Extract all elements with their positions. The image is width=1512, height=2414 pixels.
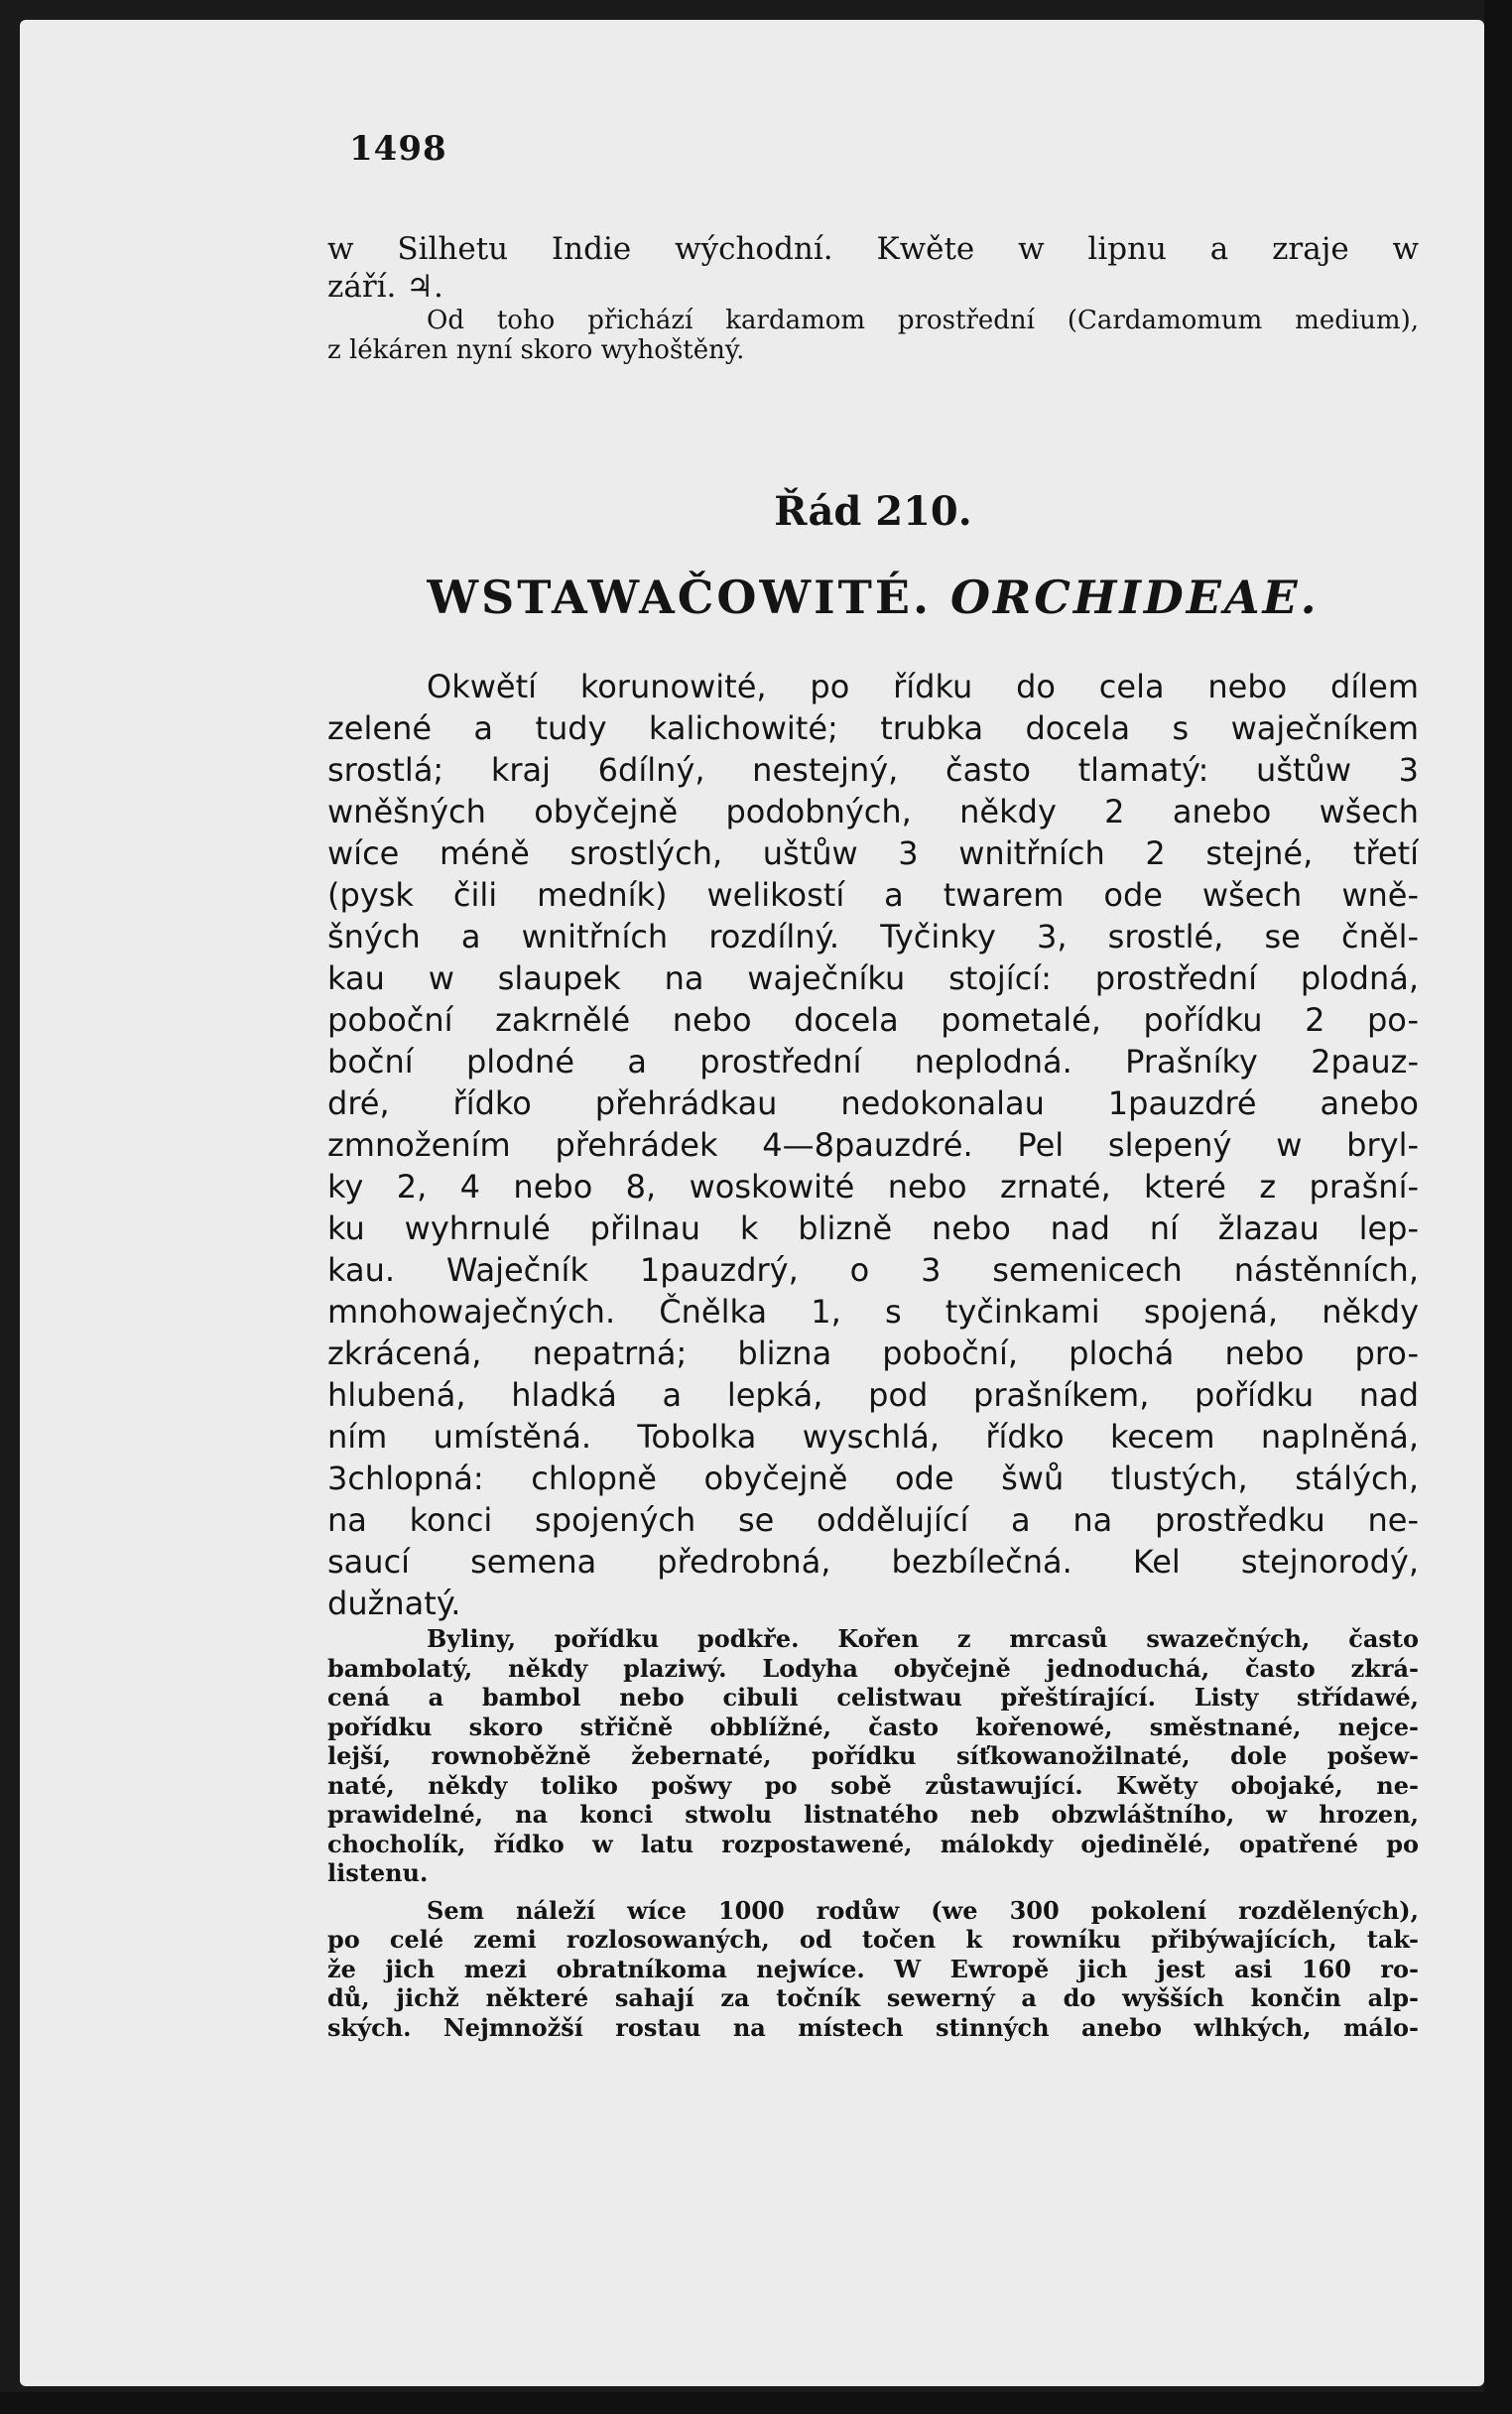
order-heading: Řád 210.: [774, 488, 972, 535]
intro-line: z lékáren nyní skoro wyhoštěný.: [327, 335, 745, 365]
notes-line: Sem náleží wíce 1000 rodůw (we 300 pokolení rozdělených),: [427, 1895, 1419, 1925]
family-name-czech: WSTAWAČOWITÉ.: [427, 571, 932, 624]
notes-line: že jich mezi obratníkoma nejwíce. W Ewropě jich jest asi 160 ro-: [327, 1954, 1419, 1983]
description-line: boční plodné a prostřední neplodná. Prašníky 2pauz-: [327, 1043, 1419, 1080]
scan-edge-right: [1484, 0, 1512, 2414]
notes-line: ských. Nejmnožší rostau na místech stinných anebo wlhkých, málo-: [327, 2012, 1419, 2042]
description-line: mnohowaječných. Čnělka 1, s tyčinkami spojená, někdy: [327, 1293, 1419, 1331]
description-line: poboční zakrnělé nebo docela pometalé, pořídku 2 po-: [327, 1001, 1419, 1039]
family-name-latin: ORCHIDEAE.: [949, 571, 1320, 624]
description-line: hlubená, hladká a lepká, pod prašníkem, pořídku nad: [327, 1376, 1419, 1414]
notes-block: [327, 1624, 1419, 2042]
description-line: dužnatý.: [327, 1585, 461, 1622]
description-line: kau. Waječník 1pauzdrý, o 3 semenicech nástěnních,: [327, 1251, 1419, 1289]
description-line: zmnožením přehrádek 4—8pauzdré. Pel slepený w bryl-: [327, 1126, 1419, 1164]
intro-text: [327, 230, 1419, 365]
notes-line: lejší, rownoběžně žebernaté, pořídku síťkowanožilnaté, dole pošew-: [327, 1741, 1419, 1770]
family-description: [327, 666, 1419, 1624]
notes-line: dů, jichž některé sahají za točník sewerný a do wyšších končin alp-: [327, 1983, 1419, 2012]
description-line: dré, řídko přehrádkau nedokonalau 1pauzdré anebo: [327, 1084, 1419, 1122]
description-line: srostlá; kraj 6dílný, nestejný, často tlamatý: uštůw 3: [327, 751, 1419, 789]
intro-line: Od toho přichází kardamom prostřední (Cardamomum medium),: [427, 306, 1419, 335]
description-line: ku wyhrnulé přilnau k blizně nebo nad ní žlazau lep-: [327, 1209, 1419, 1247]
description-line: šných a wnitřních rozdílný. Tyčinky 3, srostlé, se čněl-: [327, 918, 1419, 955]
notes-line: naté, někdy toliko pošwy po sobě zůstawující. Kwěty obojaké, ne-: [327, 1770, 1419, 1800]
description-line: saucí semena předrobná, bezbílečná. Kel stejnorodý,: [327, 1543, 1419, 1581]
description-line: Okwětí korunowité, po řídku do cela nebo dílem: [427, 668, 1419, 705]
description-line: zkrácená, nepatrná; blizna poboční, plochá nebo pro-: [327, 1334, 1419, 1372]
notes-line: po celé zemi rozlosowaných, od točen k rowníku přibýwajících, tak-: [327, 1925, 1419, 1954]
notes-line: bambolatý, někdy plaziwý. Lodyha obyčejně jednoduchá, často zkrá-: [327, 1653, 1419, 1683]
intro-line: w Silhetu Indie wýchodní. Kwěte w lipnu a zraje w: [327, 231, 1419, 267]
description-line: wíce méně srostlých, uštůw 3 wnitřních 2 stejné, třetí: [327, 834, 1419, 872]
notes-line: pořídku skoro střičně obblížné, často kořenowé, směstnané, nejce-: [327, 1712, 1419, 1741]
description-line: ky 2, 4 nebo 8, woskowité nebo zrnaté, které z prašní-: [327, 1168, 1419, 1206]
notes-line: prawidelné, na konci stwolu listnatého neb obzwláštního, w hrozen,: [327, 1800, 1419, 1829]
notes-line: listenu.: [327, 1858, 429, 1887]
intro-line: září. ♃.: [327, 269, 443, 305]
family-heading: [327, 571, 1419, 624]
notes-line: Byliny, pořídku podkře. Kořen z mrcasů swazečných, často: [427, 1624, 1419, 1653]
notes-line: cená a bambol nebo cibuli celistwau přeštírající. Listy střídawé,: [327, 1683, 1419, 1712]
description-line: (pysk čili medník) welikostí a twarem ode wšech wně-: [327, 876, 1419, 914]
page-content: [327, 129, 1419, 2042]
description-line: wněšných obyčejně podobných, někdy 2 anebo wšech: [327, 793, 1419, 830]
notes-gap: [327, 1888, 1419, 1896]
page-number: 1498: [349, 129, 447, 169]
description-line: na konci spojených se oddělující a na prostředku ne-: [327, 1501, 1419, 1539]
description-line: kau w slaupek na waječníku stojící: prostřední plodná,: [327, 959, 1419, 997]
notes-line: chocholík, řídko w latu rozpostawené, málokdy ojedinělé, opatřené po: [327, 1829, 1419, 1858]
description-line: 3chlopná: chlopně obyčejně ode šwů tlustých, stálých,: [327, 1460, 1419, 1497]
scan-edge-bottom: [0, 2392, 1512, 2414]
description-line: ním umístěná. Tobolka wyschlá, řídko kecem naplněná,: [327, 1418, 1419, 1456]
description-line: zelené a tudy kalichowité; trubka docela s waječníkem: [327, 709, 1419, 747]
